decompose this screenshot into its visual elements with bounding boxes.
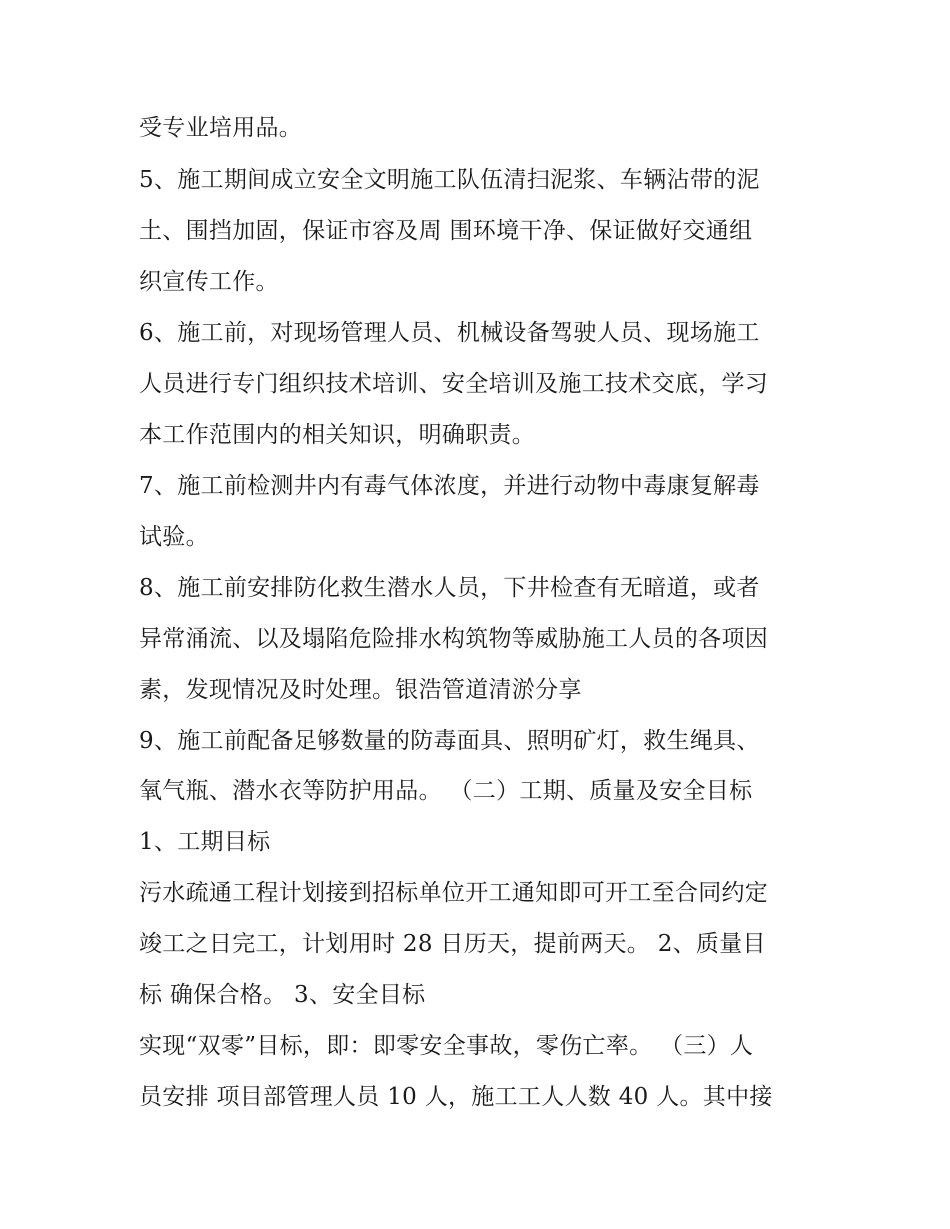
- text-line: 污水疏通工程计划接到招标单位开工通知即可开工至合同约定: [139, 880, 769, 906]
- text-line: 受专业培用品。: [139, 115, 303, 141]
- text-line: 异常涌流、以及塌陷危险排水构筑物等威胁施工人员的各项因: [139, 626, 769, 652]
- text-line: 素，发现情况及时处理。银浩管道清淤分享: [139, 677, 582, 703]
- text-line: 9、施工前配备足够数量的防毒面具、照明矿灯，救生绳具、: [139, 728, 760, 754]
- text-line: 土、围挡加固，保证市容及周 围环境干净、保证做好交通组: [139, 218, 753, 244]
- text-line: 8、施工前安排防化救生潜水人员，下井检查有无暗道，或者: [139, 575, 760, 601]
- text-line: 标 确保合格。 3、安全目标: [139, 982, 426, 1008]
- text-line: 5、施工期间成立安全文明施工队伍清扫泥浆、车辆沾带的泥: [139, 167, 760, 193]
- text-line: 员安排 项目部管理人员 10 人，施工工人人数 40 人。其中接: [139, 1084, 773, 1110]
- text-line: 织宣传工作。: [139, 269, 279, 295]
- text-line: 竣工之日完工，计划用时 28 日历天，提前两天。 2、质量目: [139, 931, 766, 957]
- text-line: 试验。: [139, 524, 209, 550]
- text-line: 1、工期目标: [139, 829, 271, 855]
- text-line: 6、施工前，对现场管理人员、机械设备驾驶人员、现场施工: [139, 320, 760, 346]
- text-line: 氧气瓶、潜水衣等防护用品。 （二）工期、质量及安全目标: [139, 778, 753, 804]
- text-line: 7、施工前检测井内有毒气体浓度，并进行动物中毒康复解毒: [139, 473, 760, 499]
- text-line: 人员进行专门组织技术培训、安全培训及施工技术交底，学习: [139, 371, 769, 397]
- text-line: 实现“双零”目标，即：即零安全事故，零伤亡率。 （三）人: [139, 1033, 754, 1059]
- text-line: 本工作范围内的相关知识，明确职责。: [139, 422, 536, 448]
